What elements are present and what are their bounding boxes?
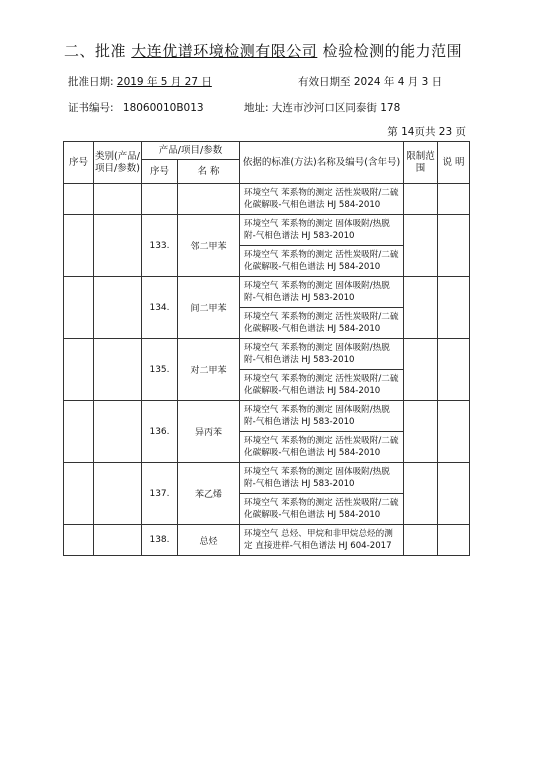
approval-date [68,74,212,89]
note-cell [438,463,470,525]
table-row [64,525,470,556]
limit-cell [404,525,438,556]
limit-cell [404,463,438,525]
limit-cell [404,339,438,401]
col-header-standard: 依据的标准(方法)名称及编号(含年号) [240,142,404,184]
table-row [64,401,470,432]
standard-cell: 环境空气 苯系物的测定 固体吸附/热脱附-气相色谱法 HJ 583-2010 [240,463,404,494]
page-number: 第 14页共 23 页 [387,126,466,138]
limit-cell [404,215,438,277]
item-number: 137. [142,463,178,525]
valid-value: 2024 年 4 月 3 日 [353,76,443,88]
standard-cell: 环境空气 苯系物的测定 固体吸附/热脱附-气相色谱法 HJ 583-2010 [240,277,404,308]
note-cell [438,401,470,463]
item-name [178,184,240,215]
category-cell [94,184,142,215]
org-name: 大连优谱环境检测有限公司 [131,42,318,60]
valid-label: 有效日期至 [298,76,351,88]
category-cell [94,463,142,525]
item-name: 邻二甲苯 [178,215,240,277]
note-cell [438,339,470,401]
category-cell [94,277,142,339]
item-number: 136. [142,401,178,463]
seq-cell [64,184,94,215]
col-header-category: 类别(产品/项目/参数) [94,142,142,184]
standard-cell: 环境空气 苯系物的测定 活性炭吸附/二硫化碳解吸-气相色谱法 HJ 584-2010 [240,370,404,401]
col-header-seq: 序号 [64,142,94,184]
item-number: 138. [142,525,178,556]
standard-cell: 环境空气 苯系物的测定 活性炭吸附/二硫化碳解吸-气相色谱法 HJ 584-2010 [240,308,404,339]
item-name: 间二甲苯 [178,277,240,339]
item-name: 总烃 [178,525,240,556]
table-body [64,184,470,556]
address-value: 大连市沙河口区同泰街 178 [271,102,401,114]
approval-label: 批准日期: [68,76,114,88]
item-number: 135. [142,339,178,401]
category-cell [94,401,142,463]
note-cell [438,277,470,339]
col-header-sub-seq: 序号 [142,160,178,184]
col-header-name: 名 称 [178,160,240,184]
limit-cell [404,184,438,215]
address [244,100,400,115]
standard-cell: 环境空气 苯系物的测定 活性炭吸附/二硫化碳解吸-气相色谱法 HJ 584-2010 [240,494,404,525]
page-title [64,40,462,61]
category-cell [94,339,142,401]
table-row [64,277,470,308]
seq-cell [64,215,94,277]
standard-cell: 环境空气 苯系物的测定 固体吸附/热脱附-气相色谱法 HJ 583-2010 [240,215,404,246]
col-header-product-group: 产品/项目/参数 [142,142,240,160]
standard-cell: 环境空气 苯系物的测定 活性炭吸附/二硫化碳解吸-气相色谱法 HJ 584-2010 [240,432,404,463]
table-row [64,184,470,215]
capability-table [63,141,470,556]
title-prefix: 二、批准 [64,42,127,60]
address-label: 地址: [244,102,269,114]
cert-value: 18060010B013 [122,102,204,114]
title-suffix: 检验检测的能力范围 [322,42,463,60]
category-cell [94,525,142,556]
standard-cell: 环境空气 苯系物的测定 活性炭吸附/二硫化碳解吸-气相色谱法 HJ 584-2010 [240,246,404,277]
standard-cell: 环境空气 总烃、甲烷和非甲烷总烃的测定 直接进样-气相色谱法 HJ 604-2017 [240,525,404,556]
seq-cell [64,401,94,463]
seq-cell [64,525,94,556]
seq-cell [64,339,94,401]
item-number: 134. [142,277,178,339]
seq-cell [64,463,94,525]
category-cell [94,215,142,277]
standard-cell: 环境空气 苯系物的测定 固体吸附/热脱附-气相色谱法 HJ 583-2010 [240,339,404,370]
item-number: 133. [142,215,178,277]
table-row [64,463,470,494]
valid-date [298,74,442,89]
table-row [64,339,470,370]
item-number [142,184,178,215]
note-cell [438,215,470,277]
limit-cell [404,401,438,463]
seq-cell [64,277,94,339]
cert-number [68,100,204,115]
note-cell [438,525,470,556]
col-header-limit: 限制范围 [404,142,438,184]
col-header-note: 说 明 [438,142,470,184]
table-row [64,215,470,246]
note-cell [438,184,470,215]
item-name: 异丙苯 [178,401,240,463]
standard-cell: 环境空气 苯系物的测定 活性炭吸附/二硫化碳解吸-气相色谱法 HJ 584-2010 [240,184,404,215]
limit-cell [404,277,438,339]
standard-cell: 环境空气 苯系物的测定 固体吸附/热脱附-气相色谱法 HJ 583-2010 [240,401,404,432]
item-name: 苯乙烯 [178,463,240,525]
approval-value: 2019 年 5 月 27 日 [116,76,212,88]
cert-label: 证书编号: [68,102,114,114]
item-name: 对二甲苯 [178,339,240,401]
